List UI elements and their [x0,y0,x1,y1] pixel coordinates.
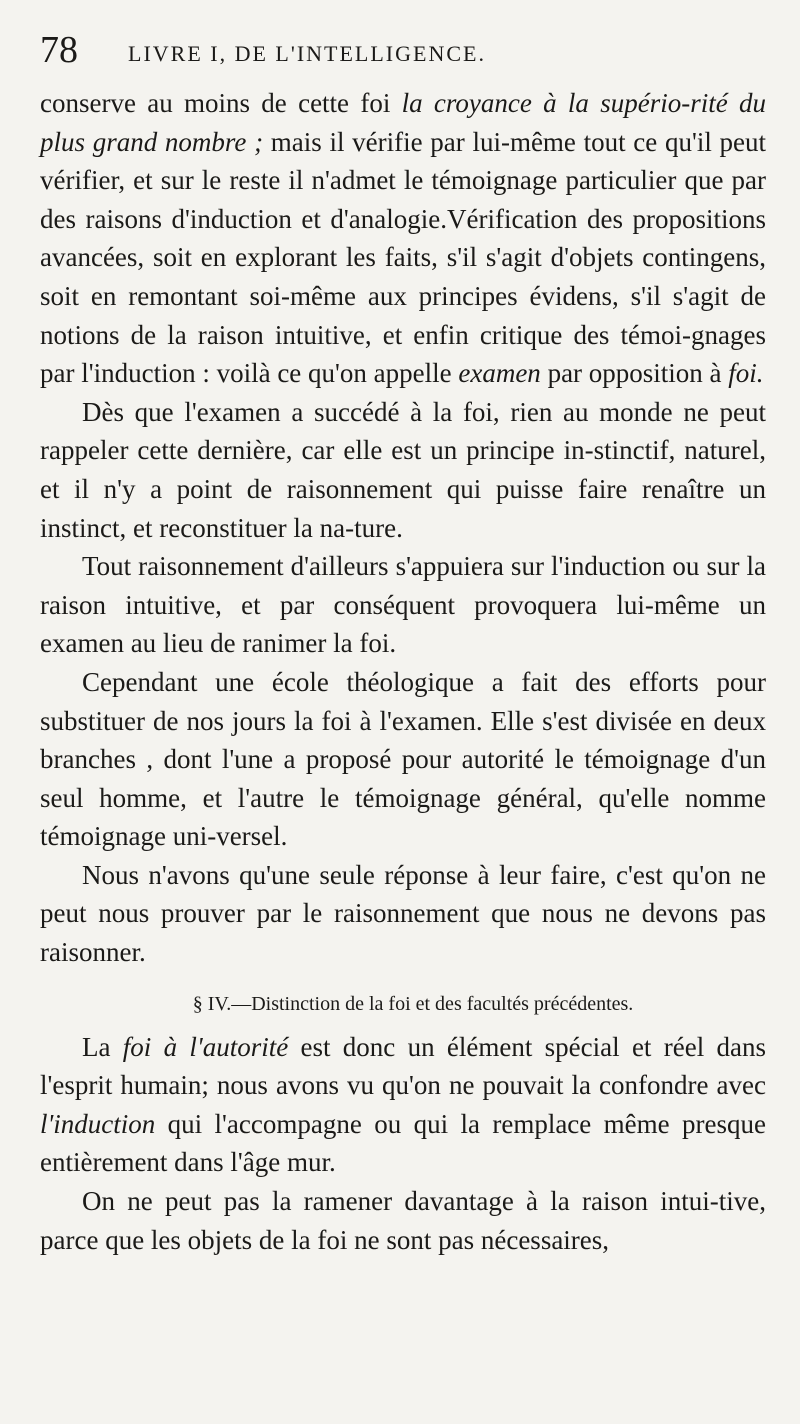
page-number: 78 [40,29,78,71]
paragraph-3: Tout raisonnement d'ailleurs s'appuiera sur l'induction ou sur la raison intuitive, et par conséquent provoquera lui-même un examen au lieu de ranimer la foi. [40,551,766,659]
italic-phrase: la croyance à la supério-rité du plus grand nombre ; [40,88,766,157]
italic-word-induction: l'induction [40,1108,156,1139]
paragraph-5: Nous n'avons qu'une seule réponse à leur faire, c'est qu'on ne peut nous prouver par le raisonnement que nous ne devons pas raisonner. [40,859,766,968]
italic-word-foi: foi. [728,358,764,389]
page-header [40,28,766,84]
running-head: LIVRE I, DE L'INTELLIGENCE. [128,41,486,66]
paragraph-1: conserve au moins de cette foi la croyance à la supério-rité du plus grand nombre ; mais il vérifie par lui-même tout ce qu'il peut vérifier, et sur le reste il n'admet le témoignage particulier que par des raisons d'induction et d'analogie.Vérification des propositions avancées, soit en explorant les faits, s'il s'agit d'objets contingens, soit en remontant soi-même aux principes évidens, s'il s'agit de notions de la raison intuitive, et enfin critique des témoi-gnages par l'induction : voilà ce qu'on appelle examen par opposition à foi. [40,88,767,389]
book-page [40,28,766,1259]
italic-word-examen: examen [458,358,541,389]
paragraph-6: La foi à l'autorité est donc un élément spécial et réel dans l'esprit humain; nous avons vu qu'on ne pouvait la confondre avec l'induction qui l'accompagne ou qui la remplace même presque entièrement dans l'âge mur. [40,1031,767,1178]
body-text [40,84,766,1259]
section-heading: § IV.—Distinction de la foi et des facultés précédentes. [192,992,634,1015]
paragraph-7: On ne peut pas la ramener davantage à la raison intui-tive, parce que les objets de la foi ne sont pas nécessaires, [40,1186,766,1255]
paragraph-4: Cependant une école théologique a fait des efforts pour substituer de nos jours la foi à l'examen. Elle s'est divisée en deux branches , dont l'une a proposé pour autorité le témoignage d'un seul homme, et l'autre le témoignage général, qu'elle nomme témoignage uni-versel. [40,666,766,852]
paragraph-2: Dès que l'examen a succédé à la foi, rien au monde ne peut rappeler cette dernière, car elle est un principe in-stinctif, naturel, et il n'y a point de raisonnement qui puisse faire renaître un instinct, et reconstituer la na-ture. [40,396,766,543]
italic-phrase-autorite: foi à l'autorité [122,1031,289,1062]
